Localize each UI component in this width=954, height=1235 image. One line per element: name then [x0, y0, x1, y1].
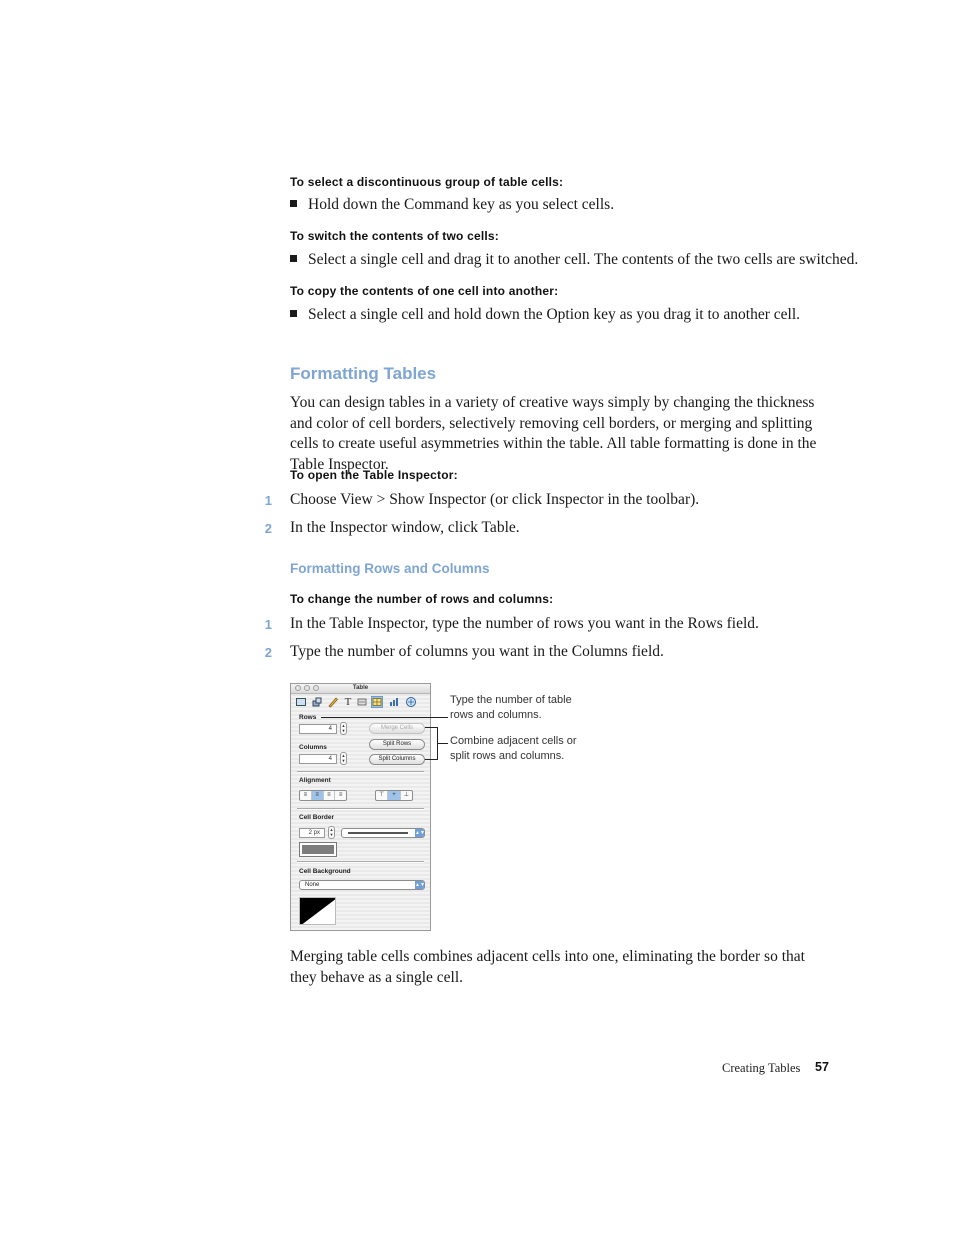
divider: [297, 808, 424, 810]
cell-background-popup[interactable]: [299, 880, 425, 890]
bullet-item: [290, 306, 800, 324]
callout-leader-line: [321, 717, 448, 718]
step-item: [264, 615, 759, 633]
task-heading-change-rows-columns: To change the number of rows and columns:: [290, 592, 554, 606]
cell-border-label: Cell Border: [299, 814, 335, 821]
inspector-title: Table: [352, 685, 369, 691]
border-color-well[interactable]: [299, 842, 337, 857]
columns-stepper[interactable]: ▲ ▼: [341, 753, 346, 763]
bullet-text: Select a single cell and hold down the Option key as you drag it to another cell.: [308, 306, 800, 323]
table-inspector-icon[interactable]: [371, 696, 383, 708]
bullet-marker: [290, 310, 297, 317]
link-inspector-icon[interactable]: [405, 696, 417, 708]
step-text: In the Table Inspector, type the number of rows you want in the Rows field.: [290, 615, 759, 632]
bullet-item: [290, 251, 858, 269]
table-inspector-window: [290, 683, 431, 931]
background-color-well[interactable]: [299, 897, 336, 925]
divider: [297, 771, 424, 773]
divider: [297, 861, 424, 863]
task-heading-select-discontinuous: To select a discontinuous group of table cells:: [290, 175, 564, 189]
step-item: [264, 519, 520, 537]
align-center-icon[interactable]: ≡: [312, 791, 324, 800]
vertical-alignment-control[interactable]: [375, 790, 413, 801]
document-inspector-icon[interactable]: [295, 696, 307, 708]
step-number: 1: [264, 493, 272, 508]
inspector-titlebar: [291, 684, 430, 694]
callout-rows-columns: Type the number of table rows and columns.: [450, 694, 572, 721]
align-bottom-icon[interactable]: ⊥: [403, 792, 409, 798]
cell-background-label: Cell Background: [299, 868, 351, 875]
background-value: None: [305, 882, 320, 888]
chart-inspector-icon[interactable]: [388, 696, 400, 708]
subsection-title-rows-columns: Formatting Rows and Columns: [290, 561, 490, 576]
split-columns-button[interactable]: Split Columns: [369, 754, 425, 765]
inspector-toolbar: [295, 696, 427, 710]
border-style-sample: [348, 832, 408, 834]
section-title-formatting-tables: Formatting Tables: [290, 364, 437, 383]
closing-paragraph: Merging table cells combines adjacent cells into one, eliminating the border so that they behave as a single cell.: [290, 948, 805, 986]
step-text: In the Inspector window, click Table.: [290, 519, 520, 536]
step-number: 1: [264, 617, 272, 632]
rows-label: Rows: [299, 714, 317, 721]
columns-field[interactable]: 4: [299, 754, 337, 764]
image-inspector-icon[interactable]: [356, 696, 368, 708]
task-heading-switch-contents: To switch the contents of two cells:: [290, 229, 499, 243]
callout-leader-line: [437, 743, 448, 744]
graphic-inspector-icon[interactable]: [327, 696, 339, 708]
align-middle-icon[interactable]: +: [388, 791, 400, 800]
border-width-stepper[interactable]: ▲ ▼: [329, 827, 334, 837]
align-justify-icon[interactable]: ≡: [338, 792, 343, 798]
horizontal-alignment-control[interactable]: [299, 790, 347, 801]
bullet-marker: [290, 255, 297, 262]
task-heading-open-inspector: To open the Table Inspector:: [290, 468, 458, 482]
text-inspector-icon[interactable]: T: [344, 696, 352, 708]
step-number: 2: [264, 521, 272, 536]
chevron-down-icon: ▲▼: [415, 882, 425, 888]
intro-paragraph: You can design tables in a variety of creative ways simply by changing the thickness and color of cell borders, selectively removing cell borders, or merging and splitting cells to create useful asymmetries within the table. All table formatting is done in the Table Inspector.: [290, 394, 817, 473]
chevron-down-icon: ▲▼: [415, 830, 425, 836]
layout-inspector-icon[interactable]: [311, 696, 323, 708]
bullet-marker: [290, 200, 297, 207]
step-item: [264, 643, 664, 661]
border-width-field[interactable]: 2 px: [299, 828, 325, 838]
callout-merge-split: Combine adjacent cells or split rows and columns.: [450, 735, 577, 762]
step-number: 2: [264, 645, 272, 660]
step-text: Choose View > Show Inspector (or click Inspector in the toolbar).: [290, 491, 700, 508]
bullet-item: [290, 196, 614, 214]
rows-field[interactable]: 4: [299, 724, 337, 734]
align-top-icon[interactable]: ⊤: [376, 791, 388, 800]
step-item: [264, 491, 700, 509]
alignment-label: Alignment: [299, 777, 331, 784]
page-number: 57: [815, 1060, 829, 1074]
footer-chapter: Creating Tables: [722, 1061, 801, 1075]
bullet-text: Hold down the Command key as you select cells.: [308, 196, 615, 213]
step-text: Type the number of columns you want in the Columns field.: [290, 643, 664, 660]
align-right-icon[interactable]: ≡: [324, 791, 336, 800]
align-left-icon[interactable]: ≡: [300, 791, 312, 800]
border-style-popup[interactable]: [341, 828, 425, 838]
merge-cells-button[interactable]: Merge Cells: [369, 723, 425, 734]
columns-label: Columns: [299, 744, 327, 751]
task-heading-copy-contents: To copy the contents of one cell into another:: [290, 284, 559, 298]
rows-stepper[interactable]: ▲ ▼: [341, 723, 346, 733]
bullet-text: Select a single cell and drag it to another cell. The contents of the two cells are switched.: [308, 251, 859, 268]
split-rows-button[interactable]: Split Rows: [369, 739, 425, 750]
